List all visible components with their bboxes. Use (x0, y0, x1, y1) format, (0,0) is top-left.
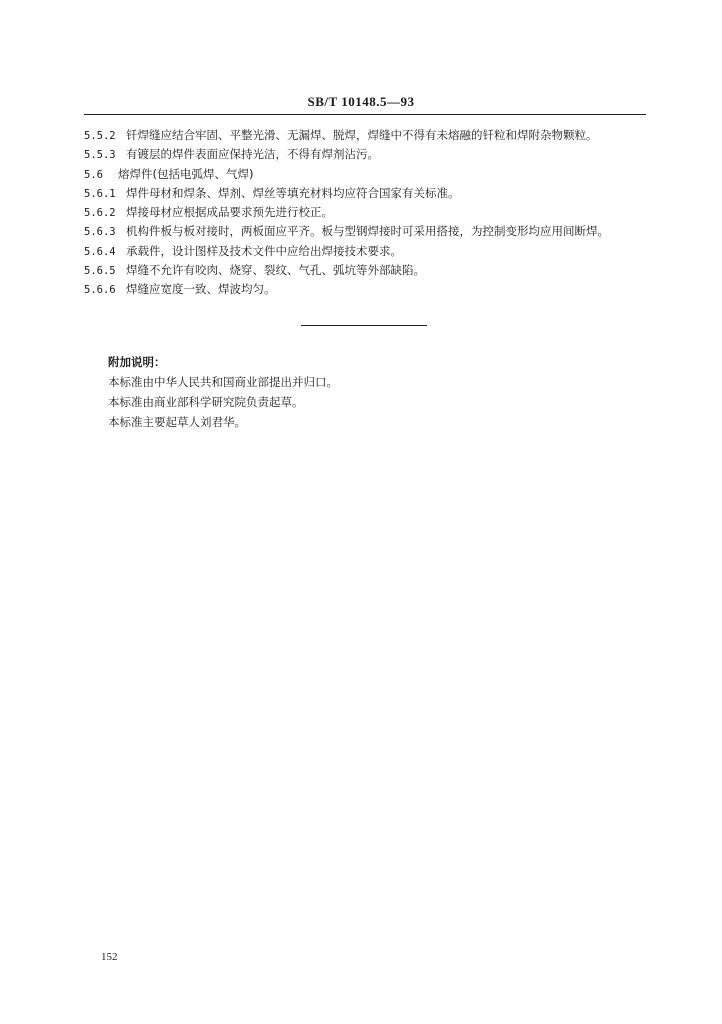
clause-item (84, 126, 684, 145)
clause-item (84, 280, 684, 299)
clause-number: 5.5.2 (84, 130, 116, 142)
note-line: 本标准由中华人民共和国商业部提出并归口。 (108, 375, 338, 389)
additional-notes (108, 352, 648, 432)
note-line: 本标准主要起草人刘君华。 (108, 415, 246, 429)
clause-text: 熔焊件(包括电弧焊、气焊) (118, 166, 254, 181)
clause-text: 焊件母材和焊条、焊剂、焊丝等填充材料均应符合国家有关标准。 (126, 185, 460, 200)
clause-number: 5.6.3 (84, 226, 116, 239)
clause-item (84, 203, 684, 222)
page-number: 152 (101, 951, 118, 963)
clause-text: 承载件，设计图样及技术文件中应给出焊接技术要求。 (126, 243, 402, 258)
clause-number: 5.6.2 (84, 207, 116, 220)
clause-number: 5.5.3 (84, 149, 116, 162)
clause-number: 5.6 (84, 168, 103, 181)
clause-item (84, 184, 684, 203)
clause-text: 机构件板与板对接时，两板面应平齐。板与型钢焊接时可采用搭接，为控制变形均应用间断焊。 (126, 224, 609, 239)
clause-text: 有镀层的焊件表面应保持光洁，不得有焊剂沾污。 (126, 147, 379, 162)
clause-number: 5.6.5 (84, 265, 116, 278)
header-rule (84, 114, 646, 115)
note-line: 本标准由商业部科学研究院负责起草。 (108, 395, 304, 409)
clause-number: 5.6.6 (84, 284, 116, 297)
additional-notes-title: 附加说明： (108, 355, 166, 369)
clause-text: 焊缝不允许有咬肉、烧穿、裂纹、气孔、弧坑等外部缺陷。 (126, 263, 425, 278)
clause-list (84, 126, 684, 300)
clause-item (84, 261, 684, 280)
clause-item (84, 242, 684, 261)
clause-item (84, 145, 684, 164)
standard-code-header: SB/T 10148.5—93 (307, 94, 415, 109)
clause-text: 钎焊缝应结合牢固、平整光滑、无漏焊、脱焊，焊缝中不得有未熔融的钎粒和焊附杂物颗粒。 (126, 128, 598, 142)
clause-number: 5.6.4 (84, 245, 116, 258)
clause-number: 5.6.1 (84, 187, 116, 200)
clause-text: 焊缝应宽度一致、焊波均匀。 (126, 282, 276, 297)
clause-item (84, 222, 684, 241)
clause-text: 焊接母材应根据成品要求预先进行校正。 (126, 205, 333, 220)
clause-heading (84, 165, 684, 184)
end-of-standard-rule (301, 325, 427, 326)
